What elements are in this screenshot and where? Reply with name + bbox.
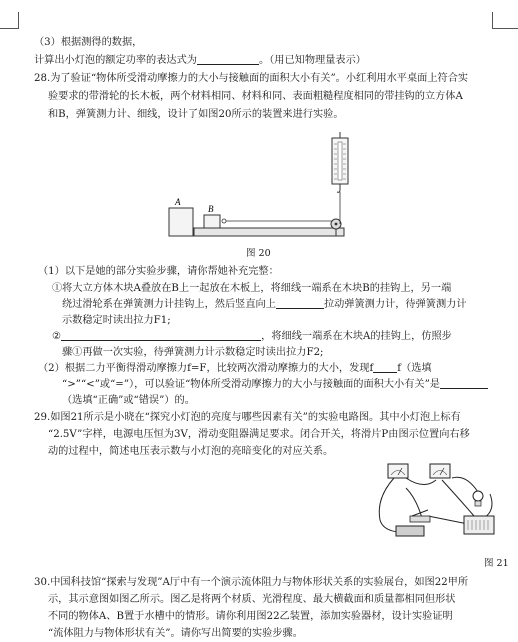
q28-sub2-conclusion: “>”“<”或“=”），可以验证“物体所受滑动摩擦力的大小与接触面的面积大小有关”是 [62, 379, 440, 390]
corner-mark-top-left-h [0, 28, 18, 29]
figure-21-circuit [366, 458, 506, 544]
q28-step1-prompt: 绕过滑轮系在弹簧测力计挂钩上，然后竖直向上 [62, 299, 276, 310]
block-b-hook [222, 219, 226, 223]
q28-sub2-prompt: （2）根据二力平衡得滑动摩擦力f=F，比较两次滑动摩擦力的大小，发现f [38, 363, 374, 374]
q28-line3: 和B，弹簧测力计、细线，设计了如图20所示的装置来进行实验。 [48, 109, 344, 120]
q27-expression-prompt: 计算出小灯泡的额定功率的表达式为 [34, 55, 197, 66]
q28-sub1-title: （1）以下是她的部分实验步骤，请你帮她补充完整： [38, 266, 279, 277]
block-b [204, 215, 220, 228]
q28-compare-blank[interactable] [373, 362, 397, 373]
rheostat [464, 516, 494, 534]
q28-step2-rest: ，将细线一端系在木块A的挂钩上，仿照步 [261, 331, 452, 342]
q30-line4: “流体阻力与物体形状有关”。请你写出简要的实验步骤。 [48, 628, 303, 639]
spring-scale-hook [337, 184, 340, 192]
q30-line2: 示，其示意图如图乙所示。图乙是将两个材质、光滑程度、最大横截面和质量都相同但形状 [48, 594, 456, 605]
q30-line1: 30.中国科技馆“探索与发现”A厅中有一个演示流体阻力与物体形状关系的实验展台，如图22甲所 [34, 577, 469, 588]
block-b-label: B [208, 204, 214, 214]
corner-mark-top-right-h [492, 28, 518, 29]
q29-line1: 29.如图21所示是小晓在“探究小灯泡的亮度与哪些因素有关”的实验电路图。其中小灯泡上标有 [34, 412, 461, 423]
q28-step2-number: ② [52, 331, 62, 342]
q28-step1-line3: 示数稳定时读出拉力F1; [62, 315, 171, 326]
q27-answer-blank[interactable] [197, 54, 259, 65]
figure-20-caption: 图 20 [246, 248, 271, 259]
voltmeter [388, 464, 408, 478]
q29-line3: 动的过程中，简述电压表示数与小灯泡的亮暗变化的对应关系。 [48, 446, 334, 457]
q28-step2-line1 [52, 330, 452, 343]
q28-judge-blank[interactable] [440, 378, 488, 389]
figure-21-caption: 图 21 [484, 558, 509, 569]
q27-part3-line1: （3）根据测得的数据， [34, 37, 143, 48]
block-a [169, 208, 193, 236]
q28-step2-blank[interactable] [61, 330, 261, 341]
q27-part3-line2 [34, 54, 366, 67]
q28-sub2-line2 [62, 378, 488, 391]
switch [410, 516, 430, 522]
q28-line2: 验要求的带滑轮的长木板，两个材料相同、材料和同、表面粗糙程度相同的带挂钩的立方体A [48, 91, 463, 102]
corner-mark-top-left-v [18, 12, 19, 29]
battery [396, 526, 424, 536]
corner-mark-top-right-v [492, 12, 493, 29]
q28-step1-blank[interactable] [276, 298, 324, 309]
long-board [194, 228, 344, 236]
q27-expression-note: 。（用已知物理量表示） [259, 55, 366, 66]
q28-line1: 28.为了验证“物体所受滑动摩擦力的大小与接触面的面积大小有关”。小红利用水平桌面上符合实 [34, 73, 469, 84]
pulley-axle [335, 223, 338, 226]
q28-step2-line2: 骤①再做一次实验，待弹簧测力计示数稳定时读出拉力F2; [62, 347, 324, 358]
q30-line3: 不同的物体A、B置于水槽中的情形。请你利用图22乙装置，添加实验器材，设计实验证明 [48, 611, 453, 622]
spring-scale-slot [338, 142, 342, 180]
q28-step1-line1: ①将大立方体木块A叠放在B上一起放在木板上，将细线一端系在木块B的挂钩上，另一端 [52, 283, 452, 294]
block-a-label: A [175, 197, 181, 207]
q28-sub2-select: f（选填 [397, 363, 432, 374]
q29-line2: “2.5V”字样，电源电压恒为3V，滑动变阻器满足要求。闭合开关，将滑片P由图示位置向右移 [48, 429, 470, 440]
q28-sub2-line3: （选填“正确”或“错误”）的。 [62, 395, 195, 406]
q28-step1-line2 [62, 298, 467, 311]
q28-step1-rest: 拉动弹簧测力计，待弹簧测力计 [323, 299, 467, 310]
q28-sub2-line1 [38, 362, 432, 375]
figure-20-apparatus [168, 130, 358, 246]
bulb [473, 491, 483, 501]
ammeter [430, 464, 450, 478]
